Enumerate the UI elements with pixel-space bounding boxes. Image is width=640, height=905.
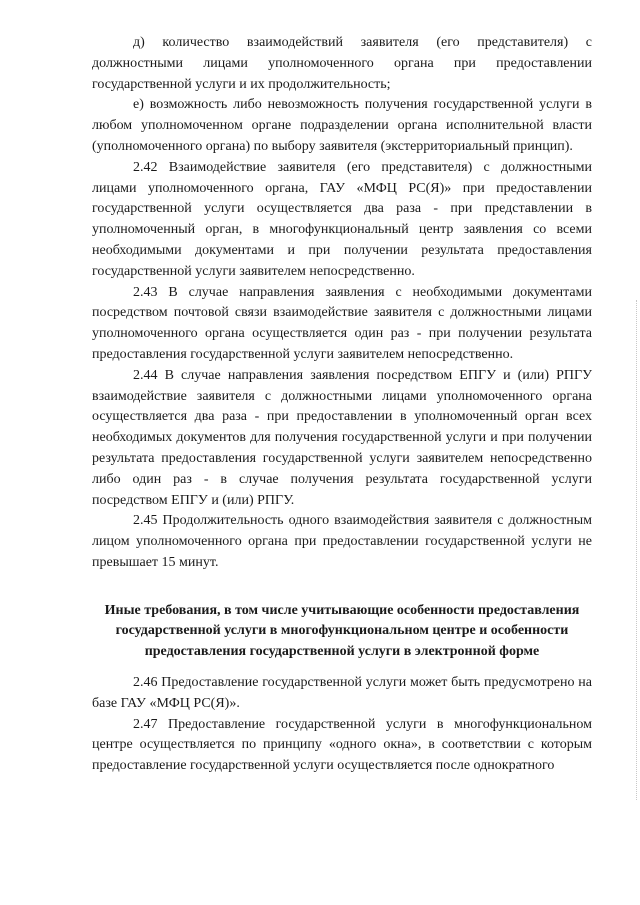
paragraph-item-d: д) количество взаимодействий заявителя (его представителя) с должностными лицами уполномоченного органа при предоставлении государственной услуги и их продолжительность; — [92, 35, 592, 92]
paragraph-item-e: е) возможность либо невозможность получения государственной услуги в любом уполномоченном органе подразделении органа исполнительной власти (уполномоченного органа) по выбору заявителя (экстерриториальный принцип). — [92, 97, 592, 154]
paragraph-2-44: 2.44 В случае направления заявления посредством ЕПГУ и (или) РПГУ взаимодействие заявителя с должностными лицами уполномоченного органа осуществляется два раза - при предоставлении в уполномоченный орган всех необходимых документов для получения государственной услуги и при получении результата предоставления государственной услуги заявителем непосредственно либо один раз - в случае получения результата государственной услуги посредством ЕПГУ и (или) РПГУ. — [92, 367, 592, 508]
paragraph-2-43: 2.43 В случае направления заявления с необходимыми документами посредством почтовой связи взаимодействие заявителя с должностными лицами уполномоченного органа осуществляется один раз - при получении результата предоставления государственной услуги заявителем непосредственно. — [92, 284, 592, 362]
section-heading: Иные требования, в том числе учитывающие особенности предоставления государственной услуги в многофункциональном центре и особенности предоставления государственной услуги в электронной форме — [104, 602, 580, 659]
paragraph-2-47: 2.47 Предоставление государственной услуги в многофункциональном центре осуществляется по принципу «одного окна», в соответствии с которым предоставление государственной услуги осуществляется после однократного — [92, 716, 592, 774]
paragraph-2-46: 2.46 Предоставление государственной услуги может быть предусмотрено на базе ГАУ «МФЦ РС(Я)». — [92, 674, 592, 711]
paragraph-2-42: 2.42 Взаимодействие заявителя (его представителя) с должностными лицами уполномоченного органа, ГАУ «МФЦ РС(Я)» при предоставлении государственной услуги осуществляется два раза - при представлении в уполномоченный орган, в многофункциональный центр заявления со всеми необходимыми документами и при получении результата предоставления государственной услуги заявителем непосредственно. — [92, 159, 592, 279]
paragraph-2-45: 2.45 Продолжительность одного взаимодействия заявителя с должностным лицом уполномоченного органа при предоставлении государственной услуги не превышает 15 минут. — [92, 513, 592, 570]
